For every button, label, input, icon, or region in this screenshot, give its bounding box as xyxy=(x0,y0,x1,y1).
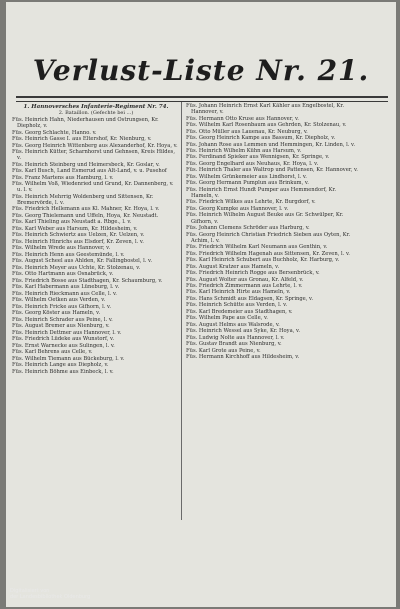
casualty-entry: Füs. Ludwig Nolte aus Hannover, l. v. xyxy=(186,334,285,341)
casualty-entry: Füs. Johann Rose aus Lemmen und Hemmingen, Kr. Linden, l. v. xyxy=(186,141,356,148)
casualty-entry: Füs. Heinrich Schütte aus Verden, l. v. xyxy=(186,302,288,309)
casualty-entry: Füs. Hermann Otto Kruse aus Hannover, v. xyxy=(186,115,299,122)
casualty-entry: Füs. Georg Hermann Pumplun aus Brinkum, v. xyxy=(186,180,309,187)
casualty-entry: Füs. Heinrich Mehrrig Woldenberg und Sittensen, Kr. Bremervörde, l. v. xyxy=(12,193,154,206)
casualty-entry: Füs. Heinrich Wilhelm August Beuke aus Gr. Schwülper, Kr. Gifhorn, v. xyxy=(186,212,344,225)
casualty-entry: Füs. Karl Busch, Land Esmerud aus Alt-Land, v. u. Pusehof xyxy=(12,168,167,175)
right-column xyxy=(186,103,358,361)
casualty-entry: Füs. Wilhelm Wrede aus Hannover, v. xyxy=(12,245,111,252)
casualty-entry: Füs. Karl Behrens aus Celle, v. xyxy=(12,349,93,356)
casualty-entry: Füs. August Helms aus Walsrode, v. xyxy=(186,321,280,328)
casualty-entry: Füs. Heinrich Steinberg und Heimersbeck, Kr. Goslar, v. xyxy=(12,161,160,168)
casualty-entry: Füs. Friedrich Lüdeke aus Wunstorf, v. xyxy=(12,336,114,343)
casualty-entry: Füs. Friedrich Hellemann aus Kl. Mahner, Kr. Hoya, l. v. xyxy=(12,206,160,213)
casualty-entry: Füs. Heinrich Fricke aus Gifhorn, l. v. xyxy=(12,303,112,310)
casualty-entry: Füs. Georg Köster aus Hameln, v. xyxy=(12,310,101,317)
casualty-entry: Füs. Heinrich Lange aus Diepholz, v. xyxy=(12,362,109,369)
casualty-entry: Füs. Georg Heinrich Christian Friedrich Sieben aus Oyten, Kr. Achim, l. v. xyxy=(186,231,351,244)
right-entry-list xyxy=(186,103,358,360)
casualty-entry: Füs. August Wolter aus Gronau, Kr. Alfeld, v. xyxy=(186,276,304,283)
newspaper-page xyxy=(6,2,396,607)
regiment-heading: 1. Hannoversches Infanterie-Regiment Nr. 74. xyxy=(23,104,169,110)
casualty-entry: Füs. August Scheel aus Ahlden, Kr. Fallingbostel, l. v. xyxy=(12,258,153,265)
casualty-entry: Füs. August Bremer aus Nienburg, v. xyxy=(12,323,110,330)
casualty-entry: Füs. Heinrich Wilhelm Kühn aus Harsum, v. xyxy=(186,148,302,154)
casualty-entry: Füs. Karl Habermann aus Lüneburg, l. v. xyxy=(12,284,120,291)
casualty-entry: Füs. Karl Weber aus Harsum, Kr. Hildesheim, v. xyxy=(12,225,138,232)
casualty-entry: Füs. Georg Thielemann und Uffeln, Hoya, Kr. Neustadt. xyxy=(12,212,159,219)
casualty-entry: Füs. Wilhelm Voß, Wiedenried und Grund, Kr. Dannenberg, v. u. l. v. xyxy=(12,181,174,194)
credit-line-1: Digitalisiert von xyxy=(10,588,50,594)
casualty-entry: Füs. Wilhelm Karl Rosenbaum aus Gehrden, Kr. Stolzenau, v. xyxy=(186,122,347,129)
casualty-entry: Füs. Friedrich Zimmermann aus Lehrte, l. v. xyxy=(186,283,303,289)
casualty-entry: Füs. Heinrich Hahn, Niederhausen und Ostrungsen, Kr. Diepholz, v. xyxy=(12,117,159,130)
casualty-entry: Füs. Georg Kumpke aus Hannover, l. v. xyxy=(186,205,289,212)
casualty-entry: Füs. Friedrich Heinrich Rogge aus Bersenbrück, v. xyxy=(186,270,320,277)
casualty-entry: Füs. Heinrich Meyer aus Uchte, Kr. Stolzenau, v. xyxy=(12,264,141,271)
title-rule-thin xyxy=(16,101,388,102)
casualty-entry: Füs. Karl Heinrich Hirte aus Hameln, v. xyxy=(186,289,291,296)
casualty-entry: Füs. Friedrich Wilhelm Hagenah aus Sittensen, Kr. Zeven, l. v. xyxy=(186,250,350,257)
casualty-entry: Füs. Hermann Kirchhoff aus Hildesheim, v. xyxy=(186,354,300,361)
casualty-entry: Füs. Friedrich Wilkes aus Lehrte, Kr. Burgdorf, v. xyxy=(186,199,316,206)
casualty-entry: Füs. Heinrich Ernst Hundt Pumper aus Hemmendorf, Kr. Hameln, v. xyxy=(186,186,337,199)
casualty-entry: Füs. Friedrich Bosse aus Stadthagen, Kr. Schaumburg, v. xyxy=(12,277,163,284)
casualty-entry: Füs. Heinrich Rieckmann aus Celle, l. v. xyxy=(12,290,117,297)
casualty-entry: Füs. Otto Müller aus Lauenau, Kr. Neuburg, v. xyxy=(186,128,308,135)
casualty-entry: Füs. Ernst Warnecke aus Sulingen, l. v. xyxy=(12,342,115,349)
casualty-entry: Füs. Georg Schlachte, Hanno. v. xyxy=(12,129,97,136)
casualty-entry: Füs. Johann Clemens Schröder aus Harburg, v. xyxy=(186,225,310,232)
casualty-entry: Füs. Georg Heinrich Kampe aus Bassum, Kr. Diepholz, v. xyxy=(186,135,336,142)
casualty-entry: Füs. Friedrich Wilhelm Karl Neumann aus Genthin, v. xyxy=(186,244,328,251)
casualty-entry: Füs. Wilhelm Oetken aus Verden, v. xyxy=(12,297,106,304)
casualty-entry: Füs. Karl Grote aus Peine, v. xyxy=(186,347,261,354)
casualty-entry: Füs. Heinrich Hinrichs aus Elsdorf, Kr. Zeven, l. v. xyxy=(12,238,144,245)
page-title: Verlust-Liste Nr. 21. xyxy=(32,54,370,87)
casualty-entry: Füs. Wilhelm Grünkemeier aus Lindhorst, l. v. xyxy=(186,173,307,180)
left-entry-list xyxy=(12,117,180,374)
casualty-entry: Füs. Georg Engelhard aus Neuhaus, Kr. Hoya, l. v. xyxy=(186,160,319,167)
casualty-entry: Füs. Heinrich Böhme aus Einbeck, l. v. xyxy=(12,368,114,375)
casualty-entry: Füs. Otto Hartmann aus Osnabrück, v. xyxy=(12,271,114,278)
casualty-entry: Füs. Karl Heinrich Schubert aus Buchholz, Kr. Harburg, v. xyxy=(186,257,340,264)
digitization-credit xyxy=(10,588,90,600)
casualty-entry: Füs. Heinrich Schwiertz aus Uelzen, Kr. Uelzen, v. xyxy=(12,232,145,239)
casualty-entry: Füs. Wilhelm Tiemann aus Bückeburg, l. v. xyxy=(12,355,125,362)
credit-line-2: der Landesbibliothek Oldenburg xyxy=(10,594,91,600)
regiment-subheading: 2. Bataillon. (Gefechte bei ...) xyxy=(58,110,134,117)
casualty-entry: Füs. Gustav Brandt aus Nienburg, v. xyxy=(186,341,282,348)
casualty-entry: Füs. Wilhelm Pape aus Celle, v. xyxy=(186,315,268,322)
casualty-entry: Füs. August Kratzer aus Hameln, v. xyxy=(186,263,280,270)
casualty-entry: Füs. Heinrich Dettmer aus Hannover, l. v. xyxy=(12,329,122,336)
casualty-entry: Füs. Karl Thieling aus Neustadt a. Rbge., l. v. xyxy=(12,219,132,226)
casualty-entry: Füs. Heinrich Thaler aus Waltrop und Pattensen, Kr. Hannover, v. xyxy=(186,167,358,174)
title-rule xyxy=(16,96,388,98)
column-separator xyxy=(181,102,182,520)
casualty-entry: Füs. Franz Martens aus Hamburg, l. v. xyxy=(12,174,114,181)
casualty-entry: Füs. Hans Schmidt aus Eldagsen, Kr. Springe, v. xyxy=(186,295,313,302)
casualty-entry: Füs. Heinrich Schrader aus Peine, l. v. xyxy=(12,316,113,323)
casualty-entry: Füs. Georg Heinrich Wittenberg aus Alexanderhof, Kr. Hoya, v. xyxy=(12,142,178,149)
casualty-entry: Füs. Johann Heinrich Ernst Karl Kähler aus Engelbostel, Kr. Hannover, v. xyxy=(186,103,344,116)
left-column xyxy=(12,103,180,375)
casualty-entry: Füs. Heinrich Henn aus Geestemünde, l. v. xyxy=(12,251,125,258)
casualty-entry: Füs. Heinrich Kütter, Scharnhorst und Gehnsen, Kreis Hildes, v. xyxy=(12,149,175,162)
casualty-entry: Füs. Heinrich Wessel aus Syke, Kr. Hoya, v. xyxy=(186,328,300,335)
casualty-entry: Füs. Ferdinand Spieker aus Wennigsen, Kr. Springe, v. xyxy=(186,154,330,161)
casualty-entry: Füs. Karl Bredemeier aus Stadthagen, v. xyxy=(186,308,293,315)
casualty-entry: Füs. Heinrich Gasse I. aus Eltershof, Kr. Nienburg, v. xyxy=(12,136,152,143)
